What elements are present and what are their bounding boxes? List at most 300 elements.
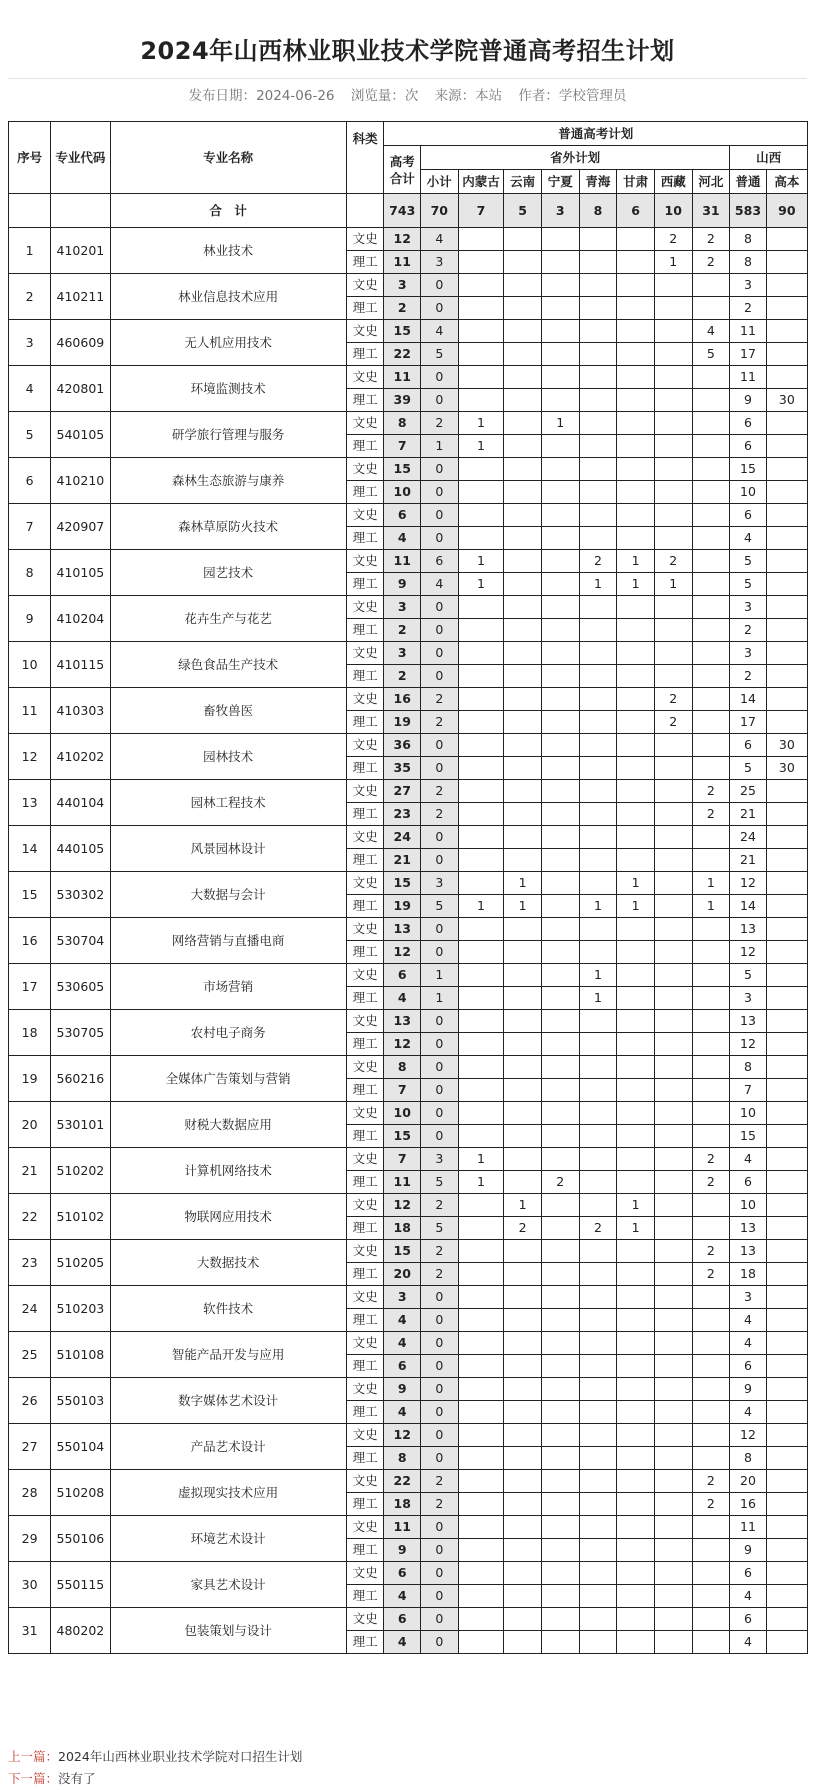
row-value-cell <box>692 1401 730 1424</box>
row-value-cell <box>617 1079 655 1102</box>
totals-cell: 6 <box>617 194 655 228</box>
row-value-cell <box>692 1355 730 1378</box>
next-article <box>8 1768 302 1790</box>
row-value-cell: 10 <box>730 481 767 504</box>
row-value-cell <box>458 918 504 941</box>
row-value-cell <box>458 1539 504 1562</box>
table-row <box>9 1194 808 1217</box>
row-value-cell <box>458 596 504 619</box>
row-value-cell: 19 <box>384 711 421 734</box>
row-subject-type: 理工 <box>346 987 384 1010</box>
table-row <box>9 1240 808 1263</box>
row-value-cell: 0 <box>420 389 458 412</box>
table-row <box>9 1608 808 1631</box>
row-seq: 9 <box>9 596 51 642</box>
row-value-cell: 0 <box>420 1286 458 1309</box>
row-value-cell: 10 <box>730 1102 767 1125</box>
row-value-cell <box>617 757 655 780</box>
row-value-cell: 15 <box>730 1125 767 1148</box>
row-value-cell <box>654 1286 692 1309</box>
row-major-code: 420801 <box>51 366 110 412</box>
row-value-cell <box>504 826 542 849</box>
row-value-cell <box>504 1309 542 1332</box>
row-value-cell <box>766 918 807 941</box>
row-value-cell <box>541 1148 579 1171</box>
table-row <box>9 918 808 941</box>
row-value-cell <box>617 1401 655 1424</box>
header-province-6: 河北 <box>692 170 730 194</box>
row-value-cell <box>617 1148 655 1171</box>
row-value-cell <box>458 642 504 665</box>
row-value-cell <box>692 1378 730 1401</box>
row-seq: 20 <box>9 1102 51 1148</box>
row-value-cell: 0 <box>420 1401 458 1424</box>
row-value-cell <box>654 1240 692 1263</box>
row-value-cell: 1 <box>420 435 458 458</box>
row-value-cell: 4 <box>384 527 421 550</box>
row-value-cell <box>541 504 579 527</box>
row-value-cell <box>579 1608 617 1631</box>
header-code: 专业代码 <box>51 122 110 194</box>
row-value-cell <box>692 1056 730 1079</box>
row-value-cell <box>504 1125 542 1148</box>
row-value-cell: 11 <box>384 366 421 389</box>
row-value-cell: 2 <box>420 412 458 435</box>
row-seq: 12 <box>9 734 51 780</box>
row-value-cell <box>579 826 617 849</box>
row-major-code: 480202 <box>51 1608 110 1654</box>
row-value-cell: 25 <box>730 780 767 803</box>
row-value-cell <box>692 1516 730 1539</box>
table-row <box>9 274 808 297</box>
row-value-cell <box>458 228 504 251</box>
row-value-cell <box>766 412 807 435</box>
table-row <box>9 1286 808 1309</box>
row-major-code: 560216 <box>51 1056 110 1102</box>
row-subject-type: 理工 <box>346 573 384 596</box>
row-value-cell <box>504 665 542 688</box>
row-value-cell <box>766 527 807 550</box>
row-value-cell <box>579 1056 617 1079</box>
row-value-cell: 20 <box>730 1470 767 1493</box>
row-value-cell <box>458 987 504 1010</box>
row-value-cell: 1 <box>458 895 504 918</box>
row-value-cell: 22 <box>384 343 421 366</box>
row-value-cell <box>617 1493 655 1516</box>
table-row <box>9 1148 808 1171</box>
row-value-cell: 19 <box>384 895 421 918</box>
row-value-cell <box>541 527 579 550</box>
row-major-code: 550104 <box>51 1424 110 1470</box>
row-value-cell: 4 <box>420 320 458 343</box>
row-value-cell <box>579 734 617 757</box>
row-major-name: 软件技术 <box>110 1286 346 1332</box>
row-value-cell <box>766 1217 807 1240</box>
row-value-cell: 8 <box>384 1056 421 1079</box>
row-value-cell: 0 <box>420 1355 458 1378</box>
row-major-name: 研学旅行管理与服务 <box>110 412 346 458</box>
row-value-cell <box>766 826 807 849</box>
row-value-cell <box>766 1608 807 1631</box>
row-value-cell <box>654 1148 692 1171</box>
row-value-cell <box>692 573 730 596</box>
row-value-cell <box>541 297 579 320</box>
row-value-cell: 5 <box>420 1171 458 1194</box>
row-value-cell: 3 <box>384 642 421 665</box>
row-value-cell: 1 <box>458 1148 504 1171</box>
row-value-cell <box>654 872 692 895</box>
row-value-cell: 5 <box>420 1217 458 1240</box>
row-value-cell: 21 <box>384 849 421 872</box>
row-value-cell <box>766 481 807 504</box>
row-value-cell: 6 <box>730 1355 767 1378</box>
row-subject-type: 文史 <box>346 1194 384 1217</box>
row-major-code: 410115 <box>51 642 110 688</box>
row-value-cell: 0 <box>420 1539 458 1562</box>
row-value-cell <box>654 1010 692 1033</box>
row-value-cell <box>541 1585 579 1608</box>
row-value-cell: 4 <box>730 1309 767 1332</box>
row-value-cell <box>617 1516 655 1539</box>
row-value-cell <box>654 941 692 964</box>
row-value-cell: 3 <box>730 274 767 297</box>
row-subject-type: 文史 <box>346 1102 384 1125</box>
source-label: 来源： <box>434 88 476 104</box>
row-value-cell: 2 <box>730 619 767 642</box>
row-value-cell <box>654 780 692 803</box>
row-value-cell <box>541 366 579 389</box>
row-value-cell <box>617 1631 655 1654</box>
row-value-cell <box>541 1125 579 1148</box>
row-value-cell: 7 <box>384 1079 421 1102</box>
row-value-cell <box>654 1631 692 1654</box>
row-seq: 29 <box>9 1516 51 1562</box>
row-value-cell <box>654 1171 692 1194</box>
row-value-cell: 8 <box>730 1056 767 1079</box>
row-value-cell <box>579 1079 617 1102</box>
row-seq: 31 <box>9 1608 51 1654</box>
row-value-cell: 4 <box>384 1332 421 1355</box>
row-value-cell: 2 <box>654 711 692 734</box>
row-major-code: 410211 <box>51 274 110 320</box>
row-value-cell <box>579 251 617 274</box>
row-value-cell: 9 <box>384 1378 421 1401</box>
next-article-link[interactable]: 没有了 <box>58 1771 96 1786</box>
row-value-cell: 2 <box>692 251 730 274</box>
row-value-cell: 1 <box>579 895 617 918</box>
row-subject-type: 理工 <box>346 1309 384 1332</box>
row-subject-type: 理工 <box>346 1263 384 1286</box>
header-sx-normal: 普通 <box>730 170 767 194</box>
table-row <box>9 1562 808 1585</box>
row-value-cell: 0 <box>420 757 458 780</box>
row-value-cell <box>766 665 807 688</box>
row-value-cell <box>458 872 504 895</box>
row-value-cell <box>541 642 579 665</box>
row-value-cell: 2 <box>420 1470 458 1493</box>
row-value-cell <box>692 619 730 642</box>
header-province-1: 云南 <box>504 170 542 194</box>
row-value-cell: 2 <box>420 1240 458 1263</box>
row-value-cell <box>654 734 692 757</box>
row-value-cell <box>766 1194 807 1217</box>
row-value-cell: 1 <box>617 872 655 895</box>
row-value-cell: 1 <box>458 435 504 458</box>
row-value-cell <box>458 1286 504 1309</box>
next-article-label: 下一篇： <box>8 1771 59 1786</box>
row-value-cell <box>692 734 730 757</box>
row-value-cell: 18 <box>384 1493 421 1516</box>
row-value-cell <box>654 1424 692 1447</box>
row-subject-type: 理工 <box>346 389 384 412</box>
row-value-cell: 0 <box>420 665 458 688</box>
row-value-cell: 5 <box>730 964 767 987</box>
row-value-cell <box>541 1631 579 1654</box>
row-value-cell: 0 <box>420 642 458 665</box>
row-value-cell <box>504 1286 542 1309</box>
row-value-cell <box>458 1309 504 1332</box>
row-value-cell: 0 <box>420 849 458 872</box>
row-value-cell <box>579 320 617 343</box>
row-value-cell: 3 <box>730 596 767 619</box>
row-value-cell <box>617 389 655 412</box>
row-value-cell <box>579 1125 617 1148</box>
row-value-cell <box>541 1263 579 1286</box>
row-value-cell <box>766 872 807 895</box>
totals-row <box>9 194 808 228</box>
row-value-cell <box>654 964 692 987</box>
row-value-cell <box>458 757 504 780</box>
row-value-cell: 10 <box>384 1102 421 1125</box>
row-value-cell <box>766 573 807 596</box>
row-value-cell: 1 <box>579 964 617 987</box>
row-subject-type: 文史 <box>346 1470 384 1493</box>
row-value-cell <box>458 1056 504 1079</box>
row-value-cell <box>654 412 692 435</box>
row-value-cell: 6 <box>730 412 767 435</box>
row-value-cell <box>541 780 579 803</box>
row-value-cell: 1 <box>617 1217 655 1240</box>
row-value-cell <box>654 504 692 527</box>
row-seq: 22 <box>9 1194 51 1240</box>
row-value-cell <box>541 1447 579 1470</box>
row-value-cell <box>692 1608 730 1631</box>
row-value-cell: 12 <box>730 1424 767 1447</box>
row-value-cell: 11 <box>730 320 767 343</box>
row-value-cell <box>766 803 807 826</box>
row-value-cell <box>692 1125 730 1148</box>
row-value-cell <box>579 665 617 688</box>
row-value-cell: 6 <box>730 1608 767 1631</box>
row-value-cell: 12 <box>384 1033 421 1056</box>
row-major-name: 园艺技术 <box>110 550 346 596</box>
row-major-code: 550103 <box>51 1378 110 1424</box>
row-value-cell <box>458 1608 504 1631</box>
row-value-cell <box>541 688 579 711</box>
row-value-cell <box>541 1102 579 1125</box>
row-value-cell: 1 <box>579 987 617 1010</box>
row-value-cell <box>766 1539 807 1562</box>
row-value-cell <box>617 1447 655 1470</box>
row-value-cell: 6 <box>420 550 458 573</box>
row-value-cell: 3 <box>730 987 767 1010</box>
row-value-cell <box>458 1263 504 1286</box>
totals-blank-seq <box>9 194 51 228</box>
row-value-cell: 1 <box>579 573 617 596</box>
row-value-cell <box>617 826 655 849</box>
row-value-cell <box>541 734 579 757</box>
row-value-cell: 7 <box>384 435 421 458</box>
row-value-cell <box>692 1539 730 1562</box>
row-value-cell <box>579 1263 617 1286</box>
row-value-cell <box>579 481 617 504</box>
header-province-5: 西藏 <box>654 170 692 194</box>
totals-cell: 70 <box>420 194 458 228</box>
row-value-cell <box>579 435 617 458</box>
row-value-cell: 3 <box>384 596 421 619</box>
row-seq: 28 <box>9 1470 51 1516</box>
row-value-cell: 8 <box>730 1447 767 1470</box>
row-major-name: 农村电子商务 <box>110 1010 346 1056</box>
row-value-cell: 5 <box>730 757 767 780</box>
row-value-cell <box>504 228 542 251</box>
row-major-code: 410204 <box>51 596 110 642</box>
row-value-cell: 15 <box>384 1240 421 1263</box>
row-major-code: 510102 <box>51 1194 110 1240</box>
row-value-cell: 7 <box>384 1148 421 1171</box>
row-major-name: 物联网应用技术 <box>110 1194 346 1240</box>
row-value-cell: 2 <box>692 1493 730 1516</box>
header-province-0: 内蒙古 <box>458 170 504 194</box>
row-value-cell: 12 <box>384 1194 421 1217</box>
row-value-cell: 12 <box>384 941 421 964</box>
row-major-name: 森林生态旅游与康养 <box>110 458 346 504</box>
row-value-cell <box>541 826 579 849</box>
row-value-cell <box>579 297 617 320</box>
row-major-code: 530605 <box>51 964 110 1010</box>
row-value-cell <box>654 596 692 619</box>
row-value-cell: 2 <box>654 228 692 251</box>
row-seq: 1 <box>9 228 51 274</box>
row-value-cell <box>766 320 807 343</box>
row-seq: 11 <box>9 688 51 734</box>
row-value-cell: 24 <box>384 826 421 849</box>
row-value-cell <box>579 1010 617 1033</box>
row-value-cell <box>458 1562 504 1585</box>
row-value-cell <box>579 274 617 297</box>
row-value-cell <box>766 1355 807 1378</box>
row-value-cell: 1 <box>617 573 655 596</box>
row-value-cell <box>617 642 655 665</box>
row-value-cell: 2 <box>504 1217 542 1240</box>
row-value-cell: 2 <box>420 803 458 826</box>
row-subject-type: 理工 <box>346 895 384 918</box>
row-value-cell: 2 <box>654 550 692 573</box>
row-major-code: 530302 <box>51 872 110 918</box>
row-value-cell: 0 <box>420 1033 458 1056</box>
row-value-cell: 6 <box>384 504 421 527</box>
row-value-cell: 1 <box>692 872 730 895</box>
row-value-cell <box>458 1010 504 1033</box>
row-value-cell <box>579 1148 617 1171</box>
row-value-cell <box>579 1562 617 1585</box>
row-seq: 8 <box>9 550 51 596</box>
row-value-cell: 2 <box>692 1263 730 1286</box>
table-row <box>9 228 808 251</box>
row-value-cell <box>458 1102 504 1125</box>
row-value-cell <box>654 895 692 918</box>
row-subject-type: 理工 <box>346 941 384 964</box>
row-value-cell: 9 <box>384 573 421 596</box>
row-value-cell <box>458 1125 504 1148</box>
row-value-cell: 2 <box>692 228 730 251</box>
row-value-cell <box>766 1493 807 1516</box>
row-value-cell: 9 <box>384 1539 421 1562</box>
table-row <box>9 964 808 987</box>
row-value-cell <box>766 987 807 1010</box>
row-value-cell <box>541 573 579 596</box>
row-value-cell <box>692 596 730 619</box>
row-value-cell: 6 <box>730 1562 767 1585</box>
table-row <box>9 688 808 711</box>
row-value-cell <box>458 1631 504 1654</box>
row-value-cell: 3 <box>420 251 458 274</box>
row-value-cell: 1 <box>617 1194 655 1217</box>
row-value-cell <box>617 780 655 803</box>
row-value-cell: 4 <box>730 1585 767 1608</box>
article-source <box>435 88 503 104</box>
row-value-cell: 13 <box>730 1217 767 1240</box>
row-value-cell <box>654 1378 692 1401</box>
row-value-cell: 10 <box>384 481 421 504</box>
row-subject-type: 理工 <box>346 343 384 366</box>
row-value-cell: 9 <box>730 1378 767 1401</box>
table-row <box>9 1102 808 1125</box>
table-row <box>9 1056 808 1079</box>
row-value-cell: 27 <box>384 780 421 803</box>
row-major-code: 530705 <box>51 1010 110 1056</box>
row-value-cell <box>617 849 655 872</box>
table-row <box>9 1516 808 1539</box>
row-major-name: 林业技术 <box>110 228 346 274</box>
row-value-cell: 6 <box>730 504 767 527</box>
row-value-cell: 11 <box>730 366 767 389</box>
row-value-cell <box>579 688 617 711</box>
row-value-cell: 9 <box>730 1539 767 1562</box>
prev-article-link[interactable]: 2024年山西林业职业技术学院对口招生计划 <box>58 1749 303 1764</box>
row-value-cell <box>766 849 807 872</box>
title-divider <box>8 78 807 79</box>
row-value-cell: 0 <box>420 1608 458 1631</box>
row-value-cell <box>458 1079 504 1102</box>
row-value-cell <box>504 297 542 320</box>
row-value-cell <box>504 1401 542 1424</box>
row-value-cell: 13 <box>384 1010 421 1033</box>
row-value-cell <box>541 1286 579 1309</box>
row-value-cell: 15 <box>384 1125 421 1148</box>
row-major-name: 市场营销 <box>110 964 346 1010</box>
row-value-cell <box>458 1332 504 1355</box>
row-value-cell <box>617 1585 655 1608</box>
article-meta <box>0 85 815 107</box>
row-value-cell: 7 <box>730 1079 767 1102</box>
row-value-cell <box>504 642 542 665</box>
row-value-cell <box>617 1171 655 1194</box>
row-value-cell: 2 <box>420 1263 458 1286</box>
row-value-cell <box>654 1608 692 1631</box>
row-value-cell <box>458 849 504 872</box>
table-row <box>9 1470 808 1493</box>
